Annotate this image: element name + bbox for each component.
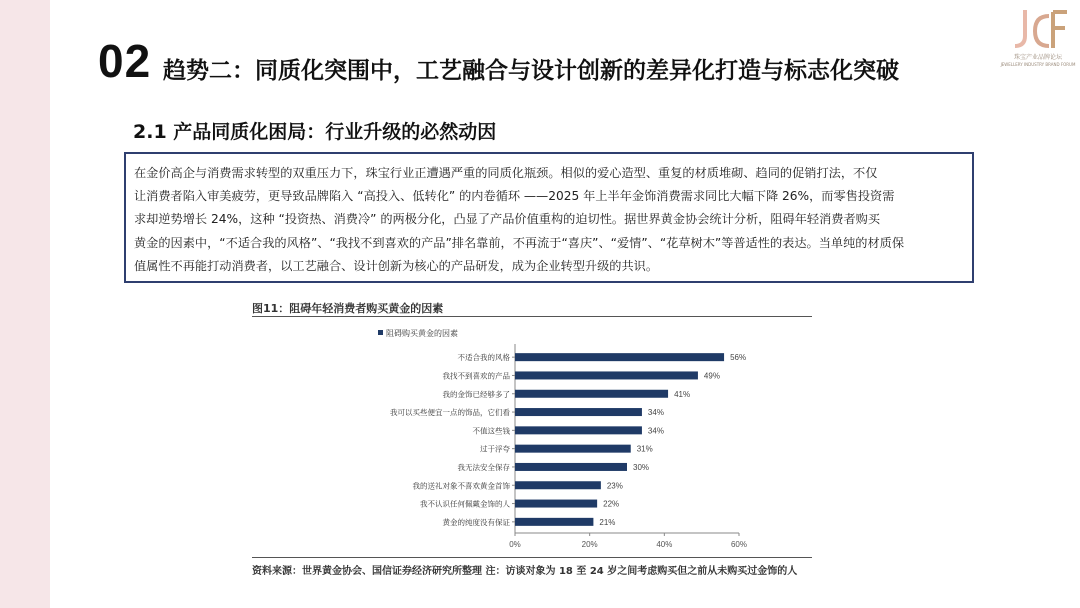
subsection-title: 2.1 产品同质化困局：行业升级的必然动因 (133, 121, 497, 143)
bar-chart (252, 318, 812, 556)
bar (515, 371, 698, 379)
value-label: 23% (606, 481, 623, 491)
value-label: 30% (633, 462, 650, 472)
x-tick-label: 0% (509, 540, 521, 549)
value-label: 49% (703, 371, 720, 381)
bar (515, 481, 601, 489)
logo-tagline-line: JEWELLERY INDUSTRY BRAND FORUM (1000, 61, 1076, 67)
category-label: 不适合我的风格 (457, 353, 510, 363)
section-title: 趋势二：同质化突围中，工艺融合与设计创新的差异化打造与标志化突破 (163, 58, 899, 84)
value-label: 34% (647, 408, 664, 418)
logo-tagline (1000, 54, 1076, 67)
category-label: 我不认识任何佩戴金饰的人 (420, 499, 510, 509)
value-label: 22% (603, 499, 620, 509)
category-label: 我无法安全保存 (457, 462, 510, 472)
logo-tagline-line: 珠宝产业品牌论坛 (1013, 54, 1062, 61)
category-label: 我的金饰已经够多了 (442, 389, 510, 399)
x-tick-label: 20% (581, 540, 598, 549)
bar (515, 408, 642, 416)
value-label: 41% (674, 389, 691, 399)
bar (515, 426, 642, 434)
legend-swatch (378, 330, 383, 335)
value-label: 34% (647, 426, 664, 436)
figure-source-note: 资料来源：世界黄金协会、国信证券经济研究所整理 注：访谈对象为 18 至 24 岁之间考虑购买但之前从未购买过金饰的人 (252, 566, 798, 577)
intro-line: 黄金的因素中，“不适合我的风格”、“我找不到喜欢的产品”排名靠前，不再流于“喜庆”、“爱情”、“花草树木”等普适性的表达。当单纯的材质保 (134, 235, 905, 250)
category-label: 不值这些钱 (472, 426, 510, 436)
category-label: 黄金的纯度没有保证 (442, 517, 510, 527)
bar (515, 463, 627, 471)
bar (515, 445, 631, 453)
intro-text-box (124, 152, 974, 283)
value-label: 21% (599, 517, 616, 527)
value-label: 31% (636, 444, 653, 454)
bar (515, 518, 593, 526)
figure-title: 图11：阻碍年轻消费者购买黄金的因素 (252, 302, 444, 315)
value-label: 56% (730, 353, 747, 363)
category-label: 我可以买些便宜一点的饰品，它们看 (390, 408, 510, 418)
side-decor-strip (0, 0, 50, 608)
bar (515, 390, 668, 398)
bar (515, 500, 597, 508)
legend-label: 阻碍购买黄金的因素 (386, 329, 458, 338)
intro-line: 在金价高企与消费需求转型的双重压力下，珠宝行业正遭遇严重的同质化瓶颈。相似的爱心造型、重复的材质堆砌、趋同的促销打法，不仅 (134, 166, 878, 180)
category-label: 我的送礼对象不喜欢黄金首饰 (412, 481, 510, 491)
intro-line: 求却逆势增长 24%，这种 “投资热、消费冷” 的两极分化，凸显了产品价值重构的迫切性。据世界黄金协会统计分析，阻碍年轻消费者购买 (134, 212, 881, 227)
x-tick-label: 60% (730, 540, 748, 549)
figure-top-rule (252, 316, 812, 317)
x-tick-label: 40% (656, 540, 673, 549)
intro-line: 让消费者陷入审美疲劳，更导致品牌陷入 “高投入、低转化” 的内卷循环 ——2025 年上半年金饰消费需求同比大幅下降 26%，而零售投资需 (134, 189, 895, 204)
bar (515, 353, 724, 361)
category-label: 我找不到喜欢的产品 (442, 371, 510, 381)
figure-bottom-rule (252, 557, 812, 558)
intro-line: 值属性不再能打动消费者，以工艺融合、设计创新为核心的产品研发，成为企业转型升级的共识。 (134, 258, 659, 273)
category-label: 过于浮夸 (480, 444, 510, 454)
section-number: 02 (98, 35, 152, 87)
